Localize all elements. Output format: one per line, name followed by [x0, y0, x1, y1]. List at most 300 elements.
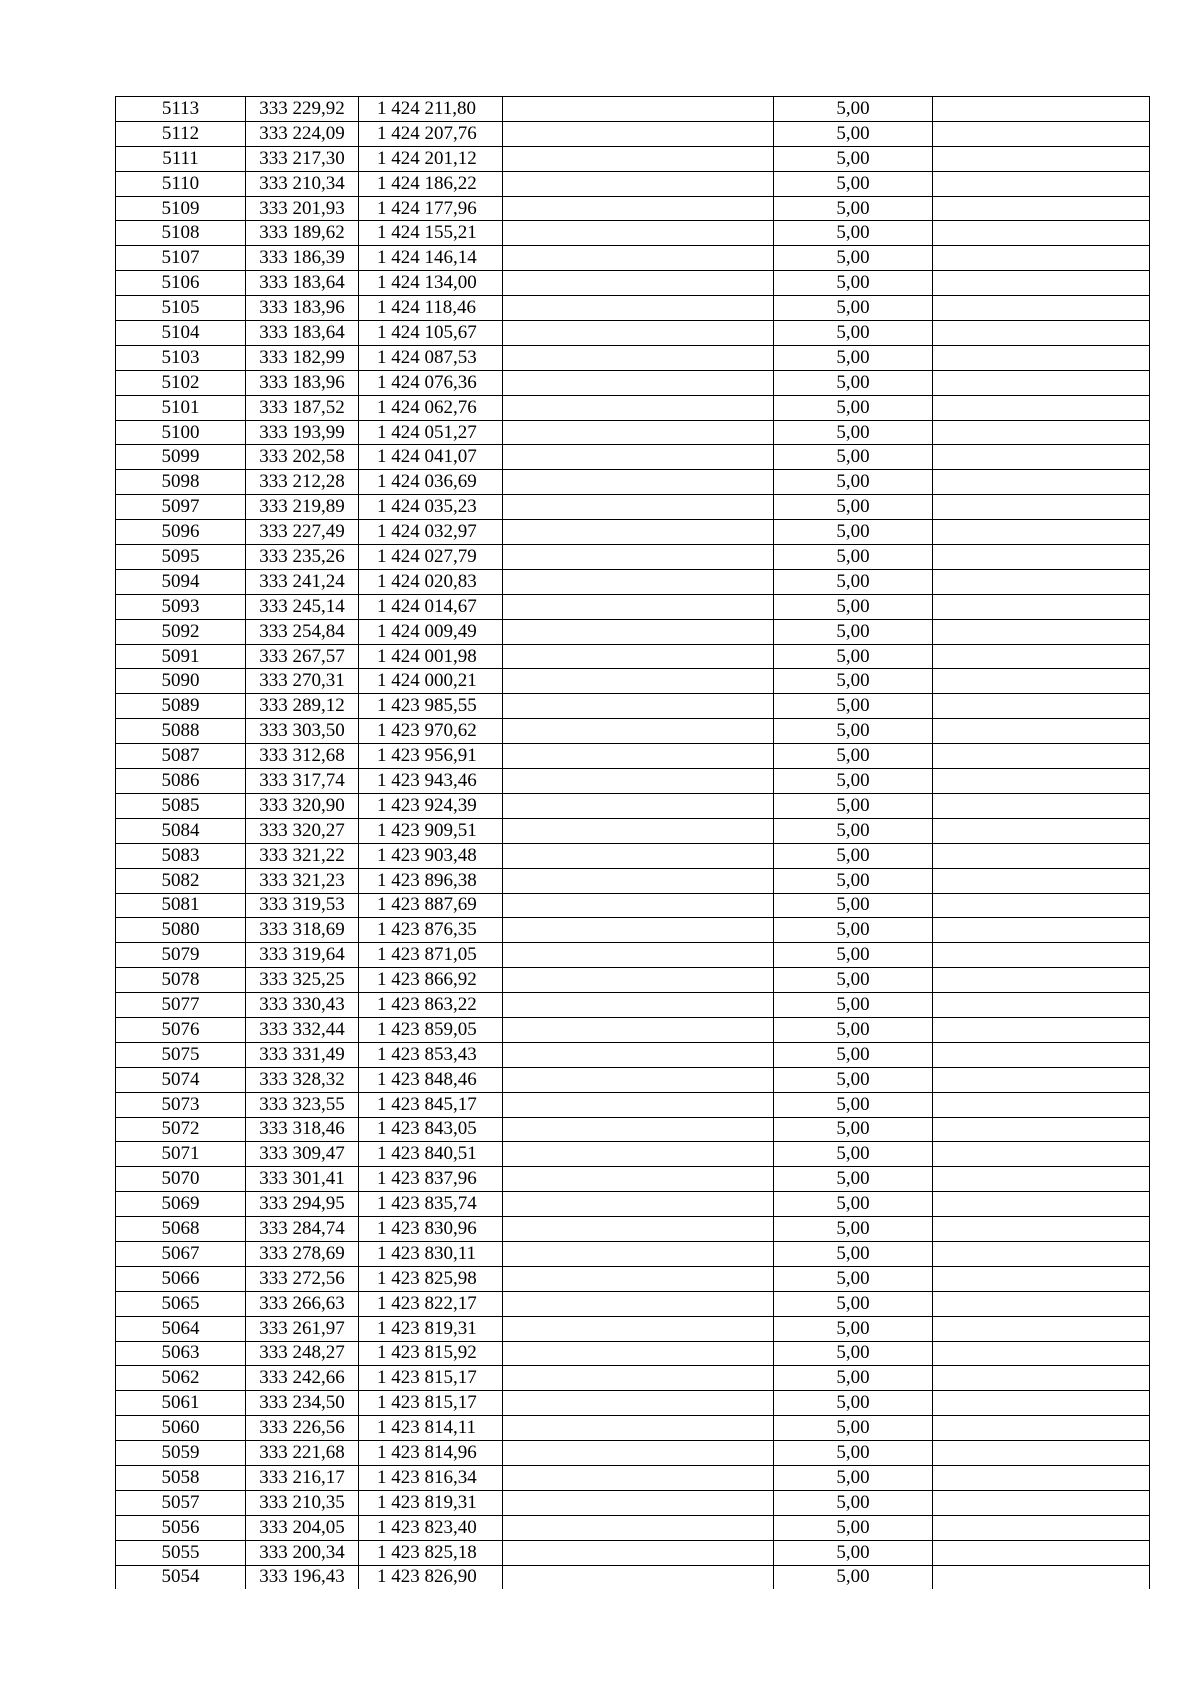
blank-cell — [503, 918, 774, 943]
x-coordinate-cell: 333 224,09 — [246, 121, 359, 146]
value-cell: 5,00 — [774, 1416, 933, 1441]
blank-cell — [933, 296, 1150, 321]
blank-cell — [933, 1540, 1150, 1565]
x-coordinate-cell: 333 294,95 — [246, 1192, 359, 1217]
point-number-cell: 5067 — [116, 1241, 246, 1266]
point-number-cell: 5096 — [116, 520, 246, 545]
table-row — [116, 345, 1150, 370]
point-number-cell: 5062 — [116, 1366, 246, 1391]
point-number-cell: 5112 — [116, 121, 246, 146]
table-row — [116, 644, 1150, 669]
y-coordinate-cell: 1 423 823,40 — [359, 1515, 503, 1540]
y-coordinate-cell: 1 424 134,00 — [359, 271, 503, 296]
blank-cell — [503, 271, 774, 296]
blank-cell — [503, 545, 774, 570]
blank-cell — [933, 196, 1150, 221]
coordinates-table-body — [116, 97, 1150, 1590]
y-coordinate-cell: 1 423 848,46 — [359, 1067, 503, 1092]
blank-cell — [503, 520, 774, 545]
blank-cell — [503, 470, 774, 495]
blank-cell — [933, 694, 1150, 719]
table-row — [116, 221, 1150, 246]
blank-cell — [503, 1565, 774, 1589]
x-coordinate-cell: 333 321,23 — [246, 868, 359, 893]
blank-cell — [933, 1291, 1150, 1316]
x-coordinate-cell: 333 278,69 — [246, 1241, 359, 1266]
point-number-cell: 5070 — [116, 1167, 246, 1192]
table-row — [116, 1217, 1150, 1242]
y-coordinate-cell: 1 423 896,38 — [359, 868, 503, 893]
blank-cell — [933, 569, 1150, 594]
value-cell: 5,00 — [774, 793, 933, 818]
y-coordinate-cell: 1 423 830,96 — [359, 1217, 503, 1242]
point-number-cell: 5080 — [116, 918, 246, 943]
table-row — [116, 1192, 1150, 1217]
y-coordinate-cell: 1 424 211,80 — [359, 97, 503, 122]
x-coordinate-cell: 333 319,53 — [246, 893, 359, 918]
table-row — [116, 1017, 1150, 1042]
point-number-cell: 5061 — [116, 1391, 246, 1416]
value-cell: 5,00 — [774, 1017, 933, 1042]
blank-cell — [933, 246, 1150, 271]
blank-cell — [503, 1341, 774, 1366]
table-row — [116, 1366, 1150, 1391]
blank-cell — [503, 1067, 774, 1092]
y-coordinate-cell: 1 423 815,17 — [359, 1366, 503, 1391]
value-cell: 5,00 — [774, 545, 933, 570]
y-coordinate-cell: 1 424 186,22 — [359, 171, 503, 196]
point-number-cell: 5087 — [116, 744, 246, 769]
value-cell: 5,00 — [774, 1291, 933, 1316]
blank-cell — [933, 1341, 1150, 1366]
point-number-cell: 5113 — [116, 97, 246, 122]
table-row — [116, 1391, 1150, 1416]
value-cell: 5,00 — [774, 993, 933, 1018]
x-coordinate-cell: 333 323,55 — [246, 1092, 359, 1117]
y-coordinate-cell: 1 424 062,76 — [359, 395, 503, 420]
value-cell: 5,00 — [774, 843, 933, 868]
point-number-cell: 5058 — [116, 1465, 246, 1490]
y-coordinate-cell: 1 424 009,49 — [359, 619, 503, 644]
value-cell: 5,00 — [774, 470, 933, 495]
x-coordinate-cell: 333 202,58 — [246, 445, 359, 470]
blank-cell — [503, 221, 774, 246]
blank-cell — [933, 1391, 1150, 1416]
table-row — [116, 1316, 1150, 1341]
table-row — [116, 520, 1150, 545]
coordinates-table — [115, 96, 1150, 1589]
table-row — [116, 196, 1150, 221]
value-cell: 5,00 — [774, 1391, 933, 1416]
x-coordinate-cell: 333 270,31 — [246, 669, 359, 694]
y-coordinate-cell: 1 423 985,55 — [359, 694, 503, 719]
y-coordinate-cell: 1 424 118,46 — [359, 296, 503, 321]
x-coordinate-cell: 333 303,50 — [246, 719, 359, 744]
blank-cell — [933, 395, 1150, 420]
y-coordinate-cell: 1 423 843,05 — [359, 1117, 503, 1142]
blank-cell — [503, 1366, 774, 1391]
point-number-cell: 5077 — [116, 993, 246, 1018]
table-row — [116, 619, 1150, 644]
blank-cell — [503, 1391, 774, 1416]
blank-cell — [503, 1092, 774, 1117]
x-coordinate-cell: 333 319,64 — [246, 943, 359, 968]
blank-cell — [933, 918, 1150, 943]
table-row — [116, 1291, 1150, 1316]
point-number-cell: 5059 — [116, 1441, 246, 1466]
point-number-cell: 5108 — [116, 221, 246, 246]
table-row — [116, 321, 1150, 346]
x-coordinate-cell: 333 226,56 — [246, 1416, 359, 1441]
blank-cell — [933, 121, 1150, 146]
value-cell: 5,00 — [774, 1490, 933, 1515]
x-coordinate-cell: 333 245,14 — [246, 594, 359, 619]
value-cell: 5,00 — [774, 1167, 933, 1192]
value-cell: 5,00 — [774, 196, 933, 221]
point-number-cell: 5111 — [116, 146, 246, 171]
point-number-cell: 5106 — [116, 271, 246, 296]
x-coordinate-cell: 333 210,35 — [246, 1490, 359, 1515]
table-row — [116, 943, 1150, 968]
blank-cell — [933, 520, 1150, 545]
blank-cell — [503, 420, 774, 445]
y-coordinate-cell: 1 424 027,79 — [359, 545, 503, 570]
y-coordinate-cell: 1 424 051,27 — [359, 420, 503, 445]
y-coordinate-cell: 1 423 924,39 — [359, 793, 503, 818]
x-coordinate-cell: 333 331,49 — [246, 1042, 359, 1067]
table-row — [116, 1241, 1150, 1266]
blank-cell — [503, 1291, 774, 1316]
table-row — [116, 1266, 1150, 1291]
blank-cell — [503, 669, 774, 694]
value-cell: 5,00 — [774, 97, 933, 122]
blank-cell — [503, 1266, 774, 1291]
blank-cell — [503, 644, 774, 669]
table-row — [116, 569, 1150, 594]
x-coordinate-cell: 333 321,22 — [246, 843, 359, 868]
point-number-cell: 5063 — [116, 1341, 246, 1366]
blank-cell — [933, 420, 1150, 445]
blank-cell — [933, 445, 1150, 470]
value-cell: 5,00 — [774, 520, 933, 545]
blank-cell — [503, 769, 774, 794]
value-cell: 5,00 — [774, 1341, 933, 1366]
point-number-cell: 5057 — [116, 1490, 246, 1515]
value-cell: 5,00 — [774, 1092, 933, 1117]
value-cell: 5,00 — [774, 1241, 933, 1266]
value-cell: 5,00 — [774, 1316, 933, 1341]
point-number-cell: 5056 — [116, 1515, 246, 1540]
blank-cell — [503, 171, 774, 196]
point-number-cell: 5093 — [116, 594, 246, 619]
value-cell: 5,00 — [774, 918, 933, 943]
point-number-cell: 5082 — [116, 868, 246, 893]
blank-cell — [933, 1490, 1150, 1515]
value-cell: 5,00 — [774, 445, 933, 470]
y-coordinate-cell: 1 423 814,96 — [359, 1441, 503, 1466]
blank-cell — [503, 495, 774, 520]
blank-cell — [933, 968, 1150, 993]
table-row — [116, 1565, 1150, 1589]
value-cell: 5,00 — [774, 644, 933, 669]
blank-cell — [933, 1217, 1150, 1242]
table-row — [116, 1515, 1150, 1540]
point-number-cell: 5055 — [116, 1540, 246, 1565]
blank-cell — [503, 246, 774, 271]
blank-cell — [503, 1117, 774, 1142]
value-cell: 5,00 — [774, 146, 933, 171]
value-cell: 5,00 — [774, 495, 933, 520]
blank-cell — [503, 1441, 774, 1466]
point-number-cell: 5092 — [116, 619, 246, 644]
table-row — [116, 1067, 1150, 1092]
x-coordinate-cell: 333 183,96 — [246, 370, 359, 395]
blank-cell — [503, 1217, 774, 1242]
value-cell: 5,00 — [774, 594, 933, 619]
table-row — [116, 669, 1150, 694]
point-number-cell: 5071 — [116, 1142, 246, 1167]
x-coordinate-cell: 333 182,99 — [246, 345, 359, 370]
blank-cell — [933, 1441, 1150, 1466]
blank-cell — [933, 594, 1150, 619]
point-number-cell: 5101 — [116, 395, 246, 420]
x-coordinate-cell: 333 204,05 — [246, 1515, 359, 1540]
x-coordinate-cell: 333 219,89 — [246, 495, 359, 520]
y-coordinate-cell: 1 424 032,97 — [359, 520, 503, 545]
point-number-cell: 5088 — [116, 719, 246, 744]
table-row — [116, 545, 1150, 570]
y-coordinate-cell: 1 423 819,31 — [359, 1316, 503, 1341]
y-coordinate-cell: 1 424 014,67 — [359, 594, 503, 619]
blank-cell — [503, 968, 774, 993]
x-coordinate-cell: 333 301,41 — [246, 1167, 359, 1192]
table-row — [116, 843, 1150, 868]
value-cell: 5,00 — [774, 296, 933, 321]
blank-cell — [503, 196, 774, 221]
point-number-cell: 5069 — [116, 1192, 246, 1217]
x-coordinate-cell: 333 193,99 — [246, 420, 359, 445]
table-row — [116, 296, 1150, 321]
value-cell: 5,00 — [774, 420, 933, 445]
blank-cell — [933, 1465, 1150, 1490]
value-cell: 5,00 — [774, 868, 933, 893]
point-number-cell: 5104 — [116, 321, 246, 346]
point-number-cell: 5076 — [116, 1017, 246, 1042]
blank-cell — [933, 1565, 1150, 1589]
blank-cell — [503, 121, 774, 146]
x-coordinate-cell: 333 254,84 — [246, 619, 359, 644]
point-number-cell: 5075 — [116, 1042, 246, 1067]
point-number-cell: 5054 — [116, 1565, 246, 1589]
table-row — [116, 1167, 1150, 1192]
x-coordinate-cell: 333 289,12 — [246, 694, 359, 719]
blank-cell — [933, 1117, 1150, 1142]
blank-cell — [933, 769, 1150, 794]
point-number-cell: 5060 — [116, 1416, 246, 1441]
blank-cell — [503, 370, 774, 395]
table-row — [116, 1341, 1150, 1366]
value-cell: 5,00 — [774, 769, 933, 794]
blank-cell — [503, 1416, 774, 1441]
point-number-cell: 5074 — [116, 1067, 246, 1092]
y-coordinate-cell: 1 423 863,22 — [359, 993, 503, 1018]
y-coordinate-cell: 1 423 876,35 — [359, 918, 503, 943]
table-row — [116, 719, 1150, 744]
blank-cell — [933, 893, 1150, 918]
blank-cell — [933, 1416, 1150, 1441]
blank-cell — [933, 669, 1150, 694]
blank-cell — [933, 221, 1150, 246]
blank-cell — [933, 793, 1150, 818]
table-row — [116, 146, 1150, 171]
blank-cell — [503, 619, 774, 644]
blank-cell — [503, 868, 774, 893]
x-coordinate-cell: 333 196,43 — [246, 1565, 359, 1589]
blank-cell — [503, 793, 774, 818]
blank-cell — [933, 545, 1150, 570]
y-coordinate-cell: 1 423 825,18 — [359, 1540, 503, 1565]
value-cell: 5,00 — [774, 1192, 933, 1217]
y-coordinate-cell: 1 423 815,17 — [359, 1391, 503, 1416]
blank-cell — [503, 1042, 774, 1067]
blank-cell — [503, 943, 774, 968]
y-coordinate-cell: 1 423 871,05 — [359, 943, 503, 968]
x-coordinate-cell: 333 216,17 — [246, 1465, 359, 1490]
point-number-cell: 5086 — [116, 769, 246, 794]
y-coordinate-cell: 1 423 859,05 — [359, 1017, 503, 1042]
value-cell: 5,00 — [774, 893, 933, 918]
blank-cell — [933, 370, 1150, 395]
table-row — [116, 1540, 1150, 1565]
y-coordinate-cell: 1 423 815,92 — [359, 1341, 503, 1366]
blank-cell — [503, 1515, 774, 1540]
x-coordinate-cell: 333 272,56 — [246, 1266, 359, 1291]
x-coordinate-cell: 333 235,26 — [246, 545, 359, 570]
point-number-cell: 5079 — [116, 943, 246, 968]
blank-cell — [933, 1167, 1150, 1192]
blank-cell — [933, 1266, 1150, 1291]
blank-cell — [503, 719, 774, 744]
x-coordinate-cell: 333 320,90 — [246, 793, 359, 818]
blank-cell — [933, 1042, 1150, 1067]
x-coordinate-cell: 333 312,68 — [246, 744, 359, 769]
x-coordinate-cell: 333 266,63 — [246, 1291, 359, 1316]
value-cell: 5,00 — [774, 1565, 933, 1589]
x-coordinate-cell: 333 241,24 — [246, 569, 359, 594]
x-coordinate-cell: 333 328,32 — [246, 1067, 359, 1092]
x-coordinate-cell: 333 234,50 — [246, 1391, 359, 1416]
value-cell: 5,00 — [774, 246, 933, 271]
y-coordinate-cell: 1 423 909,51 — [359, 818, 503, 843]
value-cell: 5,00 — [774, 221, 933, 246]
point-number-cell: 5073 — [116, 1092, 246, 1117]
x-coordinate-cell: 333 186,39 — [246, 246, 359, 271]
table-row — [116, 395, 1150, 420]
y-coordinate-cell: 1 423 822,17 — [359, 1291, 503, 1316]
table-row — [116, 171, 1150, 196]
value-cell: 5,00 — [774, 1515, 933, 1540]
point-number-cell: 5081 — [116, 893, 246, 918]
x-coordinate-cell: 333 210,34 — [246, 171, 359, 196]
value-cell: 5,00 — [774, 694, 933, 719]
blank-cell — [503, 1241, 774, 1266]
blank-cell — [933, 644, 1150, 669]
y-coordinate-cell: 1 423 943,46 — [359, 769, 503, 794]
table-row — [116, 271, 1150, 296]
value-cell: 5,00 — [774, 395, 933, 420]
value-cell: 5,00 — [774, 121, 933, 146]
x-coordinate-cell: 333 200,34 — [246, 1540, 359, 1565]
value-cell: 5,00 — [774, 171, 933, 196]
point-number-cell: 5109 — [116, 196, 246, 221]
table-row — [116, 793, 1150, 818]
y-coordinate-cell: 1 423 840,51 — [359, 1142, 503, 1167]
value-cell: 5,00 — [774, 1117, 933, 1142]
blank-cell — [933, 1316, 1150, 1341]
blank-cell — [933, 1067, 1150, 1092]
y-coordinate-cell: 1 424 105,67 — [359, 321, 503, 346]
y-coordinate-cell: 1 424 076,36 — [359, 370, 503, 395]
table-row — [116, 97, 1150, 122]
y-coordinate-cell: 1 423 887,69 — [359, 893, 503, 918]
x-coordinate-cell: 333 284,74 — [246, 1217, 359, 1242]
value-cell: 5,00 — [774, 669, 933, 694]
blank-cell — [933, 1241, 1150, 1266]
y-coordinate-cell: 1 424 036,69 — [359, 470, 503, 495]
blank-cell — [503, 1167, 774, 1192]
value-cell: 5,00 — [774, 345, 933, 370]
blank-cell — [933, 1017, 1150, 1042]
blank-cell — [933, 843, 1150, 868]
value-cell: 5,00 — [774, 818, 933, 843]
x-coordinate-cell: 333 317,74 — [246, 769, 359, 794]
x-coordinate-cell: 333 248,27 — [246, 1341, 359, 1366]
table-row — [116, 1490, 1150, 1515]
blank-cell — [933, 1366, 1150, 1391]
point-number-cell: 5065 — [116, 1291, 246, 1316]
point-number-cell: 5066 — [116, 1266, 246, 1291]
blank-cell — [503, 97, 774, 122]
blank-cell — [933, 744, 1150, 769]
blank-cell — [933, 171, 1150, 196]
y-coordinate-cell: 1 423 970,62 — [359, 719, 503, 744]
y-coordinate-cell: 1 423 845,17 — [359, 1092, 503, 1117]
x-coordinate-cell: 333 267,57 — [246, 644, 359, 669]
table-row — [116, 420, 1150, 445]
table-row — [116, 744, 1150, 769]
blank-cell — [933, 470, 1150, 495]
y-coordinate-cell: 1 423 835,74 — [359, 1192, 503, 1217]
value-cell: 5,00 — [774, 744, 933, 769]
point-number-cell: 5078 — [116, 968, 246, 993]
blank-cell — [933, 619, 1150, 644]
y-coordinate-cell: 1 424 000,21 — [359, 669, 503, 694]
x-coordinate-cell: 333 320,27 — [246, 818, 359, 843]
y-coordinate-cell: 1 423 837,96 — [359, 1167, 503, 1192]
point-number-cell: 5089 — [116, 694, 246, 719]
blank-cell — [933, 146, 1150, 171]
table-row — [116, 893, 1150, 918]
x-coordinate-cell: 333 183,64 — [246, 321, 359, 346]
value-cell: 5,00 — [774, 1042, 933, 1067]
blank-cell — [933, 1142, 1150, 1167]
blank-cell — [503, 321, 774, 346]
point-number-cell: 5090 — [116, 669, 246, 694]
blank-cell — [503, 818, 774, 843]
x-coordinate-cell: 333 229,92 — [246, 97, 359, 122]
value-cell: 5,00 — [774, 1465, 933, 1490]
table-row — [116, 495, 1150, 520]
